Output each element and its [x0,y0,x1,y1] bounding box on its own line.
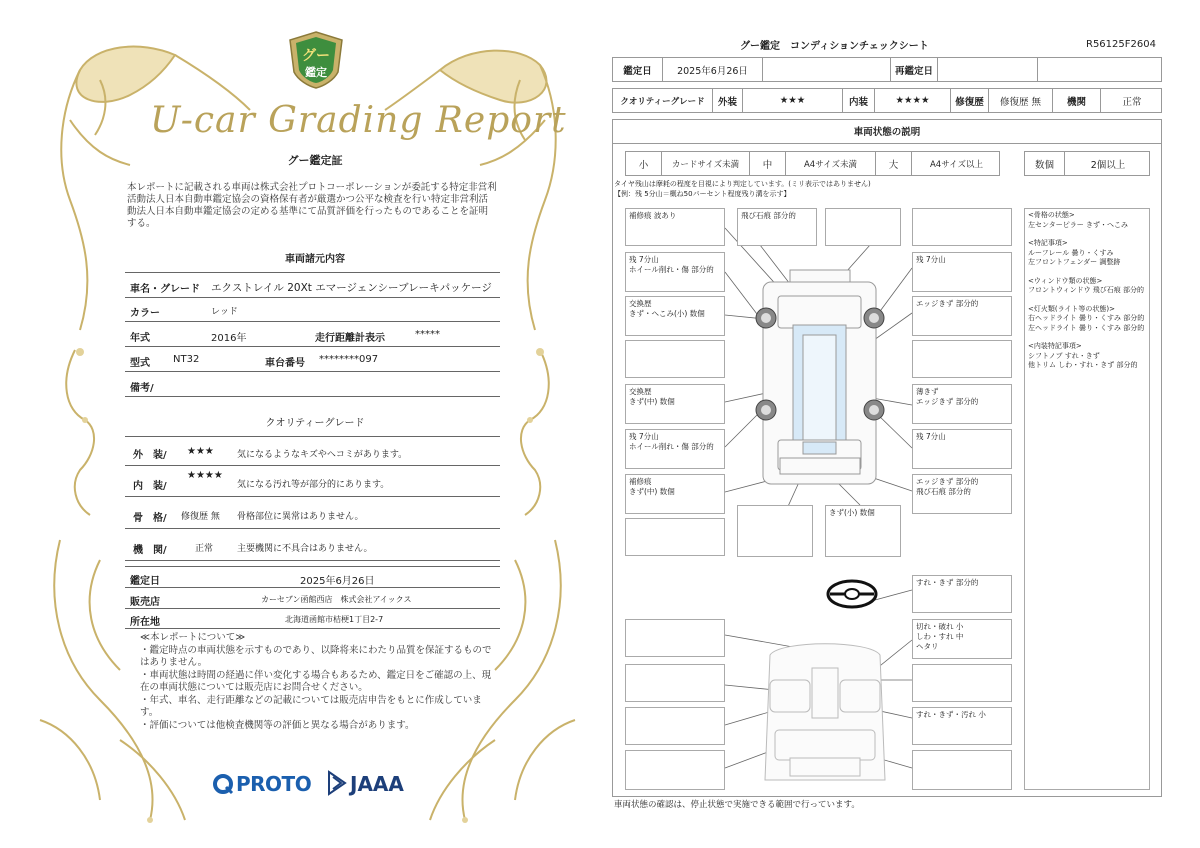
callout-top-1-text: 飛び石痕 部分的 [741,211,796,220]
notes-interior-heading: <内装特記事項> [1028,342,1082,350]
certificate-heading: グー鑑定証 [287,154,343,167]
interior-desc: 気になる汚れ等が部分的にあります。 [237,480,390,490]
notes-light-heading: <灯火類(ライト等の状態)> [1028,304,1115,313]
proto-brand: PROTO [236,772,312,796]
sheet-footer: 車両状態の確認は、停止状態で実施できる範囲で行っています。 [614,800,860,810]
color-label: カラー [130,308,160,319]
exterior-stars: ★★★ [187,446,214,457]
legend-mid-desc: A4サイズ未満 [786,152,876,175]
callout-left-1 [625,208,725,246]
grade-label: クオリティーグレード [613,89,713,112]
callout-right-6-text: 残 7分山 [916,432,946,441]
address-label: 所在地 [130,617,160,628]
notes-interior-item-1: シフトノブ すれ・きず [1028,351,1100,360]
callout-seat-1-line3: ヘタリ [916,642,939,651]
name-value: エクストレイル 20Xt エマージェンシーブレーキパッケージ [211,282,492,294]
frame-desc: 骨格部位に異常はありません。 [237,512,364,522]
notes-window-heading: <ウィンドウ類の状態> [1028,276,1103,285]
callout-left-6-line1: 残 7分山 [629,432,659,441]
dealer-value: カーセブン函館西店 株式会社アイックス [261,595,412,604]
doc-id: R56125F2604 [1086,39,1156,50]
report-title: U-car Grading Report [150,100,567,141]
callout-right-7 [912,474,1012,514]
callout-interior-left-1 [625,619,725,657]
sheet-title: グー鑑定 コンディションチェックシート [740,41,929,52]
callout-right-2-text: 残 7分山 [916,255,946,264]
notes-frame-item: 左センターピラー きず・へこみ [1028,220,1128,229]
interior-label: 内 装/ [133,481,167,492]
callout-left-7-line1: 補修痕 [629,477,652,486]
notes-special-item-1: ルーフレール 曇り・くすみ [1028,248,1114,257]
callout-left-3-line1: 交換歴 [629,299,652,308]
notes-gap-4 [1028,333,1146,342]
callout-right-2 [912,252,1012,292]
callout-right-4 [912,340,1012,378]
callout-steering-text: すれ・きず 部分的 [916,578,979,587]
date-label: 鑑定日 [130,576,160,587]
callout-left-8 [625,518,725,556]
callout-left-2 [625,252,725,292]
frame-label: 骨 格/ [133,513,167,524]
tire-note-1: タイヤ残山は摩耗の程度を目視により判定しています。(ミリ表示ではありません) [614,180,871,188]
callout-left-6-line2: ホイール削れ・傷 部分的 [629,442,714,451]
year-label: 年式 [130,333,150,344]
exterior-desc: 気になるようなキズやヘコミがあります。 [237,450,408,460]
note-3: ・年式、車名、走行距離などの記載については販売店申告をもとに作成しています。 [140,694,482,718]
certificate-text: 本レポートに記載される車両は株式会社プロトコーポレーションが委託する特定非営利活動法人日本自動車鑑定協会の資格保有者が厳選かつ公平な検査を行い特定非営利活動法人日本自動車鑑定協会の定める基準にて品質評価を行ったものであることを証明する。 [127,182,497,229]
note-2: ・車両状態は時間の経過に伴い変化する場合もあるため、鑑定日をご確認の上、現在の車両状態については販売店にお問合せください。 [140,669,492,693]
steering-wheel-icon [828,581,876,607]
notes-gap-2 [1028,268,1146,277]
callout-right-1 [912,208,1012,246]
model-label: 型式 [130,358,150,369]
callout-left-2-line1: 残 7分山 [629,255,659,264]
notes-frame-heading: <骨格の状態> [1028,211,1075,219]
callout-steering [912,575,1012,613]
int-stars: ★★★★ [875,89,951,112]
legend-count: 数個 [1025,152,1065,175]
callout-right-7-line2: 飛び石痕 部分的 [916,487,971,496]
callout-left-4 [625,340,725,378]
callout-interior-left-2 [625,664,725,702]
callout-seat-3 [912,707,1012,745]
callout-seat-1-line1: 切れ・破れ 小 [916,622,964,631]
callout-seat-1 [912,619,1012,659]
dealer-label: 販売店 [130,597,160,608]
notes-panel [1024,208,1150,790]
notes-heading: ≪本レポートについて≫ [140,632,246,643]
callout-interior-left-4 [625,750,725,790]
notes-gap-3 [1028,296,1146,305]
callout-left-7-line2: きず(中) 数個 [629,487,675,496]
ext-stars: ★★★ [743,89,843,112]
tire-note-2: 【例：残 5分山＝概ね50パーセント程度残り溝を示す】 [614,190,791,198]
callout-top-1 [737,208,817,246]
callout-right-5-line1: 薄きず [916,387,939,396]
callout-right-5 [912,384,1012,424]
callout-right-3-text: エッジきず 部分的 [916,299,979,308]
callout-right-3 [912,296,1012,336]
legend-count-desc: 2個以上 [1090,159,1126,171]
repair-label: 修復歴 [951,89,989,112]
engine-label: 機 関/ [133,545,167,556]
callout-left-3-line2: きず・へこみ(小) 数個 [629,309,705,318]
engine-desc: 主要機関に不具合はありません。 [237,544,373,554]
mileage-value: ***** [415,329,440,340]
mileage-label: 走行距離計表示 [315,333,385,344]
callout-left-5 [625,384,725,424]
remarks-label: 備考/ [130,383,154,394]
chassis-label: 車台番号 [265,358,305,369]
callout-bottom-2-text: きず(小) 数個 [829,508,875,517]
jaaa-brand: JAAA [350,772,404,796]
callout-seat-4 [912,750,1012,790]
note-4: ・評価については他検査機関等の評価と異なる場合があります。 [140,719,415,731]
engine-value: 正常 [195,544,214,554]
logo-text-bottom: 鑑定 [305,66,327,79]
callout-left-1-text: 補修痕 波あり [629,211,677,220]
notes-gap-1 [1028,230,1146,239]
callout-right-5-line2: エッジきず 部分的 [916,397,979,406]
sheet-date-label: 鑑定日 [613,58,663,81]
date-value: 2025年6月26日 [300,576,375,587]
callout-bottom-2 [825,505,901,557]
legend-mid: 中 [750,152,786,175]
ext-label: 外装 [713,89,743,112]
engine-sheet-value: 正常 [1122,96,1142,108]
notes-window-item: フロントウィンドウ 飛び石痕 部分的 [1028,286,1145,294]
quality-heading: クオリティーグレード [265,418,365,429]
legend-large-desc: A4サイズ以上 [929,159,984,170]
callout-left-3 [625,296,725,336]
notes-special-item-2: 左フロントフェンダー 調整跡 [1028,258,1121,266]
repair-value: 修復歴 無 [989,89,1053,112]
callout-right-7-line1: エッジきず 部分的 [916,477,979,486]
logo-text-top: グー [302,48,330,64]
callout-left-7 [625,474,725,514]
legend-small-desc: カードサイズ未満 [662,152,750,175]
notes-light-item-1: 右ヘッドライト 曇り・くすみ 部分的 [1028,314,1145,322]
notes-light-item-2: 左ヘッドライト 曇り・くすみ 部分的 [1028,323,1145,332]
sheet-date-value: 2025年6月26日 [663,58,763,81]
spec-heading: 車両諸元内容 [285,254,345,265]
callout-left-2-line2: ホイール削れ・傷 部分的 [629,265,714,274]
legend-large: 大 [876,152,912,175]
callout-bottom-1 [737,505,813,557]
callout-seat-1-line2: しわ・すれ 中 [916,632,964,641]
state-heading: 車両状態の説明 [612,119,1162,144]
callout-seat-3-text: すれ・きず・汚れ 小 [916,710,986,719]
callout-top-2 [825,208,901,246]
note-1: ・鑑定時点の車両状態を示すものであり、以降将来にわたり品質を保証するものではありません。 [140,644,492,668]
engine-sheet-label: 機関 [1053,89,1101,112]
year-value: 2016年 [211,333,247,344]
model-value: NT32 [173,354,200,365]
callout-left-5-line1: 交換歴 [629,387,652,396]
notes-special-heading: <特記事項> [1028,239,1068,247]
address-value: 北海道函館市桔梗1丁目2-7 [285,615,384,624]
color-value: レッド [211,307,238,317]
callout-seat-2 [912,664,1012,702]
interior-stars: ★★★★ [187,470,223,481]
name-label: 車名・グレード [130,284,200,295]
int-label: 内装 [843,89,875,112]
exterior-label: 外 装/ [133,450,167,461]
notes-interior-item-2: 他トリム しわ・すれ・きず 部分的 [1028,361,1138,369]
callout-left-6 [625,429,725,469]
chassis-value: ********097 [319,354,379,365]
legend-small: 小 [626,152,662,175]
frame-value: 修復歴 無 [181,512,220,522]
callout-left-5-line2: きず(中) 数個 [629,397,675,406]
callout-right-6 [912,429,1012,469]
callout-interior-left-3 [625,707,725,745]
re-date-label: 再鑑定日 [891,58,938,81]
